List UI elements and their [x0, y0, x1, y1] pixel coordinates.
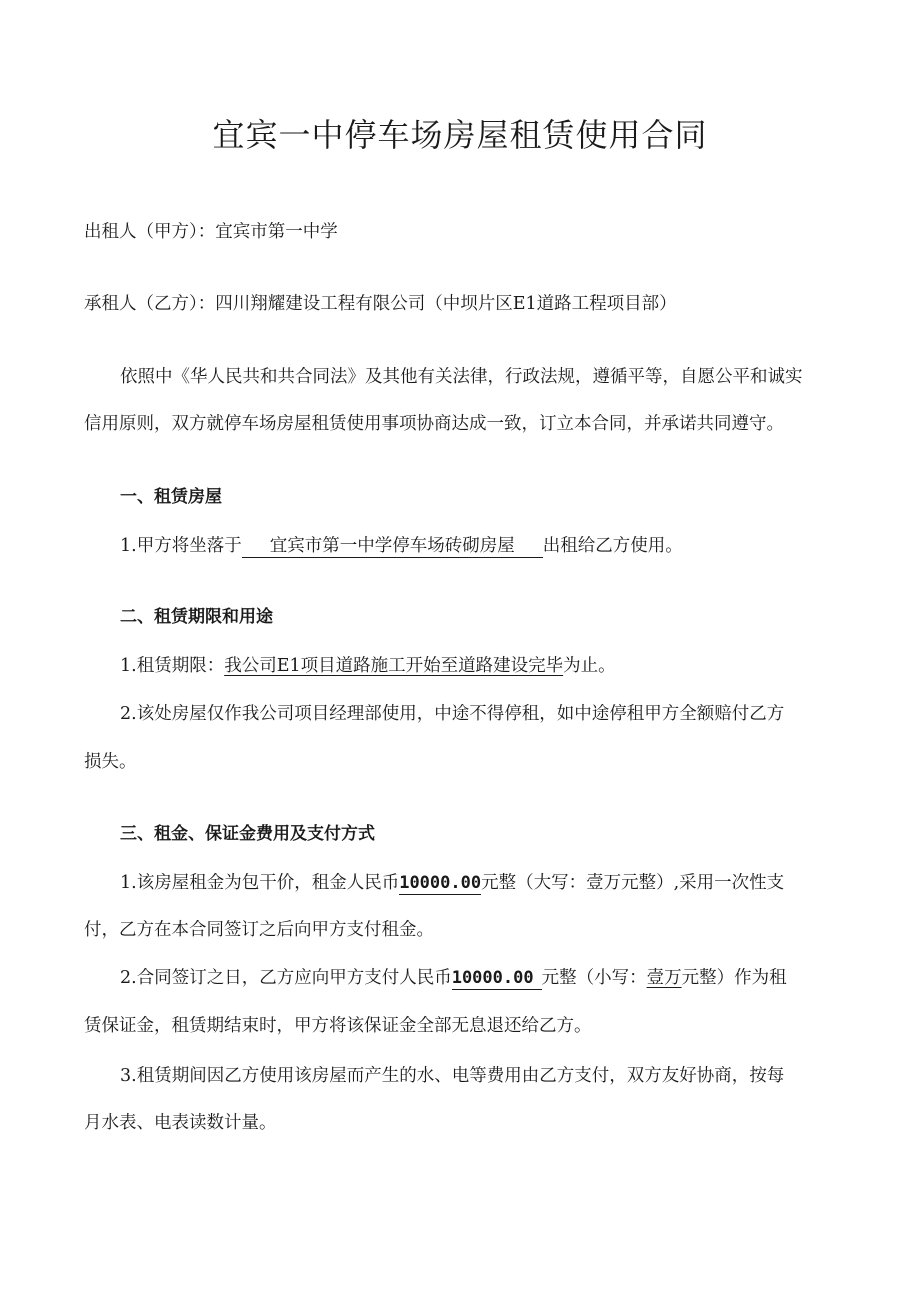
- item-suffix: 出租给乙方使用。: [542, 536, 683, 556]
- rent-amount: 10000.00: [399, 873, 482, 893]
- lessee-label: 承租人（乙方）：: [84, 294, 216, 314]
- item-prefix: 1.租赁期限：: [120, 656, 225, 676]
- section-2-item-2-line-2: 损失。: [84, 752, 137, 772]
- item-prefix: 1.甲方将坐落于: [120, 536, 242, 556]
- section-2-item-2-line-1: 2.该处房屋仅作我公司项目经理部使用，中途不得停租，如中途停租甲方全额赔付乙方: [120, 704, 785, 724]
- contract-title: 宜宾一中停车场房屋租赁使用合同: [212, 116, 708, 154]
- lessee-name: 四川翔耀建设工程有限公司（中坝片区E1道路工程项目部）: [215, 294, 677, 314]
- deposit-words: 壹万: [646, 968, 682, 988]
- section-3-item-3-line-1: 3.租赁期间因乙方使用该房屋而产生的水、电等费用由乙方支付，双方友好协商，按每: [120, 1066, 785, 1086]
- item-suffix: 元整（大写：壹万元整）,采用一次性支: [481, 873, 785, 893]
- preamble-line-2: 信用原则，双方就停车场房屋租赁使用事项协商达成一致，订立本合同，并承诺共同遵守。: [84, 414, 784, 434]
- section-3-item-2-line-1: [120, 966, 838, 990]
- section-2-heading: 二、租赁期限和用途: [120, 607, 273, 627]
- deposit-amount: 10000.00: [452, 968, 542, 990]
- rental-term: 我公司E1项目道路施工开始至道路建设完毕: [224, 656, 564, 676]
- lessor-name: 宜宾市第一中学: [215, 222, 338, 242]
- section-2-item-1: [120, 654, 838, 678]
- section-3-item-1-line-2: 付，乙方在本合同签订之后向甲方支付租金。: [84, 920, 434, 940]
- section-3-heading: 三、租金、保证金费用及支付方式: [120, 824, 375, 844]
- rental-location: 宜宾市第一中学停车场砖砌房屋: [242, 535, 543, 558]
- item-prefix: 2.合同签订之日，乙方应向甲方支付人民币: [120, 968, 452, 988]
- section-3-item-3-line-2: 月水表、电表读数计量。: [84, 1113, 277, 1133]
- section-3-item-2-line-2: 赁保证金，租赁期结束时，甲方将该保证金全部无息退还给乙方。: [84, 1016, 592, 1036]
- item-suffix: 元整）作为租: [681, 968, 787, 988]
- item-mid: 元整（小写：: [541, 968, 647, 988]
- lessor-line: [84, 220, 838, 244]
- lessor-label: 出租人（甲方）：: [84, 222, 216, 242]
- section-1-item-1: [120, 534, 838, 558]
- preamble-line-1: 依照中《华人民共和共合同法》及其他有关法律，行政法规，遵循平等，自愿公平和诚实: [120, 367, 803, 387]
- lessee-line: [84, 292, 838, 316]
- item-suffix: 为止。: [563, 656, 616, 676]
- section-1-heading: 一、租赁房屋: [120, 487, 222, 507]
- section-3-item-1-line-1: [120, 871, 838, 895]
- item-prefix: 1.该房屋租金为包干价，租金人民币: [120, 873, 400, 893]
